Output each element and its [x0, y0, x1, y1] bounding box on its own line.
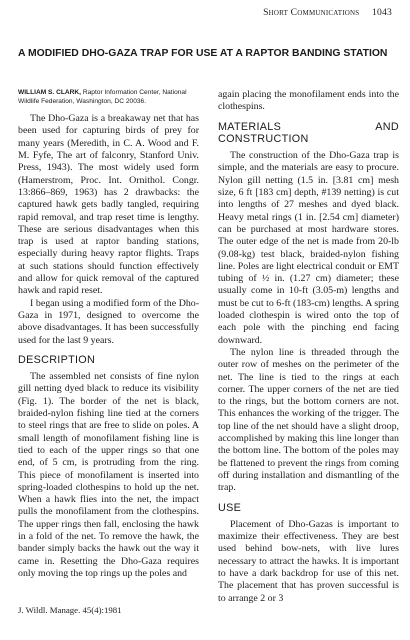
- journal-citation: J. Wildl. Manage. 45(4):1981: [18, 605, 122, 615]
- article-title: A MODIFIED DHO-GAZA TRAP FOR USE AT A RAPTOR BANDING STATION: [18, 48, 388, 59]
- running-header: [263, 7, 392, 18]
- use-paragraph-1: Placement of Dho-Gazas is important to maximize their effectiveness. They are best used behind bow-nets, with live lures necessary to attract the hawks. It is important to have a dark backdrop for use of this net. The placement that has proven successful is to arrange 2 or 3: [218, 518, 399, 604]
- right-column: [218, 89, 399, 605]
- section-name: Short Communications: [263, 7, 360, 18]
- author-name: WILLIAM S. CLARK,: [18, 89, 81, 96]
- intro-paragraph-1: The Dho-Gaza is a breakaway net that has been used for capturing birds of prey for many years (Meredith, in C. A. Wood and F. M. Fyfe, The art of falconry, Stanford Univ. Press, 1943). The most widely used form (Hamerstrom, Proc. Int. Ornithol. Congr. 13:866–869, 1963) has 2 drawbacks: the captured hawk gets badly tangled, requiring rapid removal, and trap reset time is lengthy. These are serious disadvantages when this trap is used at raptor banding stations, especially during heavy raptor flights. Traps at such stations should function effectively and allow for quick removal of the captured hawk and rapid reset.: [18, 113, 199, 297]
- heading-materials: MATERIALS AND CONSTRUCTION: [218, 120, 399, 145]
- materials-paragraph-2: The nylon line is threaded through the outer row of meshes on the perimeter of the net. The line is tied to the rings at each corner. The upper corners of the net are tied to the rings, but the bottom corners are not. This enhances the working of the trigger. The top line of the net should have a slight droop, accomplished by making this line longer than the bottom line. The bottom of the poles may be flattened to prevent the rings from coming off during installation and dismantling of the trap.: [218, 346, 399, 494]
- author-affiliation: Raptor Information Center, National Wildlife Federation, Washington, DC 20036.: [18, 89, 187, 105]
- heading-use: USE: [218, 501, 242, 514]
- author-line: [18, 89, 199, 106]
- left-column: [18, 89, 199, 580]
- intro-paragraph-2: I began using a modified form of the Dho-Gaza in 1971, designed to overcome the above disadvantages. It has been successfully used for the last 9 years.: [18, 297, 199, 346]
- page-number: 1043: [372, 7, 392, 18]
- heading-description: DESCRIPTION: [18, 353, 96, 366]
- continuation-paragraph: again placing the monofilament ends into the clothespins.: [218, 89, 399, 113]
- materials-paragraph-1: The construction of the Dho-Gaza trap is simple, and the materials are easy to procure. Nylon gill netting (1.5 in. [3.81 cm] mesh size, 6 ft [183 cm] depth, #139 netting) is cut into lengths of 27 meshes and dyed black. Heavy metal rings (1 in. [2.54 cm] diameter) can be purchased at most hardware stores. The outer edge of the net is made from 20-lb (9.08-kg) test black, braided-nylon fishing line. Poles are light electrical conduit or EMT tubing of ½ in. (1.27 cm) diameter; these usually come in 10-ft (3.05-m) lengths and must be cut to 6-ft (183-cm) lengths. A spring loaded clothespin is wired onto the top of each pole with the pinching end facing downward.: [218, 150, 399, 346]
- description-paragraph-1: The assembled net consists of fine nylon gill netting dyed black to reduce its visibility (Fig. 1). The border of the net is black, braided-nylon fishing line tied at the corners to steel rings that are free to slide on poles. A small length of monofilament fishing line is tied to each of the upper rings so that one end, of 5 cm, is protruding from the ring. This piece of monofilament is inserted into spring-loaded clothespins to hold up the net. When a hawk flies into the net, the impact pulls the monofilament from the clothespins. The upper rings then fall, enclosing the hawk in a fold of the net. To remove the hawk, the bander simply backs the hawk out the way it came in. Resetting the Dho-Gaza requires only moving the top rings up the poles and: [18, 371, 199, 579]
